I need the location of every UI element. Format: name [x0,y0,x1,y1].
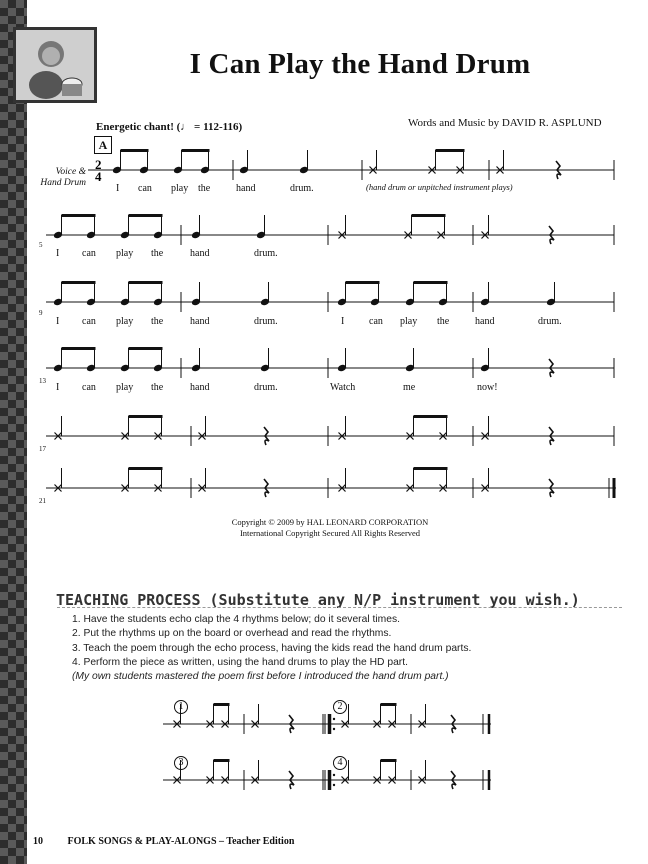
time-signature-bottom: 4 [95,169,102,184]
lyric-word: can [369,316,383,327]
lyric-word: can [82,316,96,327]
beam [414,281,448,284]
rhythm-number: 1 [174,700,188,714]
lyric-word: hand [236,183,256,194]
measure-number: 21 [39,497,46,505]
lyric-word: I [56,382,60,393]
measure-number: 17 [39,445,46,453]
repeat-dot [333,728,335,730]
beam [121,149,149,152]
teaching-steps [72,613,471,684]
lyric-word: I [56,316,60,327]
composer-credit: Words and Music by DAVID R. ASPLUND [408,117,602,129]
lyric-word: can [82,382,96,393]
lyric-word: drum. [538,316,562,327]
repeat-dot [333,774,335,776]
lyric-word: the [198,183,211,194]
lyric-word: play [116,248,134,259]
page-title: I Can Play the Hand Drum [189,48,531,80]
beam [414,415,448,418]
copyright-line: Copyright © 2009 by HAL LEONARD CORPORATION [231,517,429,527]
beam [381,703,397,706]
lyric-word: can [138,183,152,194]
beam [412,214,446,217]
rhythm-number: 2 [333,700,347,714]
step-item: 3. Teach the poem through the echo process, having the kids read the hand drum parts. [72,642,472,654]
time-signature-top: 2 [95,157,102,172]
beam [346,281,380,284]
repeat-dot [333,718,335,720]
beam [129,214,163,217]
instrument-note: (hand drum or unpitched instrument plays) [366,182,513,192]
beam [129,347,163,350]
lyric-word: play [116,316,134,327]
rhythm-number: 3 [174,756,188,770]
beam [62,281,96,284]
measure-number: 5 [39,241,43,249]
beam [129,467,163,470]
lyric-word: the [437,316,450,327]
lyric-word: the [151,248,164,259]
lyric-word: hand [190,316,210,327]
beam [129,415,163,418]
copyright-notice [180,517,480,539]
lyric-word: drum. [290,183,314,194]
repeat-dot [333,784,335,786]
lyric-word: hand [190,248,210,259]
measure-number: 9 [39,309,43,317]
heading-rule [57,607,622,608]
page-footer [33,836,294,847]
lyric-word: the [151,382,164,393]
step-item: 1. Have the students echo clap the 4 rhythms below; do it several times. [72,614,400,625]
beam [214,703,230,706]
lyric-word: play [116,382,134,393]
copyright-line: International Copyright Secured All Rights Reserved [239,528,421,538]
lyric-word: drum. [254,248,278,259]
lyric-word: now! [477,382,498,393]
step-item: 4. Perform the piece as written, using the hand drums to play the HD part. [72,656,408,668]
beam [381,759,397,762]
teaching-heading: TEACHING PROCESS (Substitute any N/P instrument you wish.) [56,591,580,609]
lyric-word: Watch [330,382,356,393]
rehearsal-mark: A [94,136,112,154]
lyric-word: play [171,183,189,194]
part-label: Voice & Hand Drum [40,167,86,188]
page-number: 10 [33,836,43,847]
lyric-word: can [82,248,96,259]
lyric-word: hand [475,316,495,327]
lyric-word: drum. [254,382,278,393]
beam [182,149,210,152]
beam [414,467,448,470]
measure-number: 13 [39,377,46,385]
beam [129,281,163,284]
beam [62,214,96,217]
step-item: 2. Put the rhythms up on the board or overhead and read the rhythms. [72,628,392,640]
teacher-note: (My own students mastered the poem first before I introduced the hand drum part.) [72,671,449,683]
lyric-word: play [400,316,418,327]
lyric-word: the [151,316,164,327]
lyric-word: me [403,382,416,393]
lyric-word: I [341,316,345,327]
beam [62,347,96,350]
lyric-word: I [56,248,60,259]
beam [436,149,465,152]
beam [214,759,230,762]
lyric-word: drum. [254,316,278,327]
book-title: FOLK SONGS & PLAY-ALONGS – Teacher Edition [67,836,295,847]
tempo-marking: Energetic chant! (♩ = 112-116) [96,121,243,133]
rhythm-number: 4 [333,756,347,770]
lyric-word: hand [190,382,210,393]
lyric-word: I [116,183,120,194]
